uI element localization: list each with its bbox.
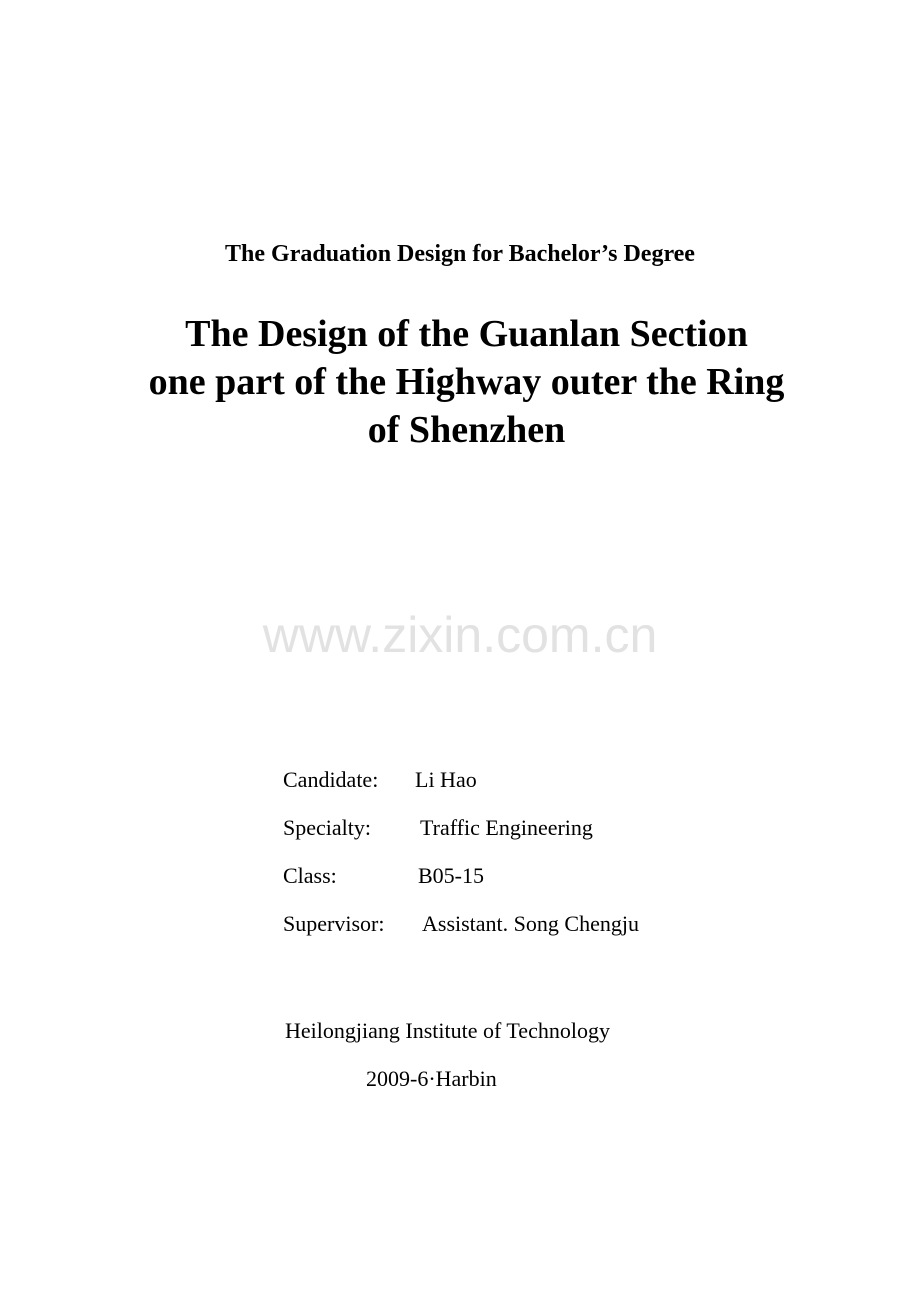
thesis-title	[80, 310, 853, 454]
degree-heading: The Graduation Design for Bachelor’s Degree	[225, 241, 695, 267]
specialty-value: Traffic Engineering	[420, 815, 593, 840]
thesis-title-line-2: one part of the Highway outer the Ring	[148, 361, 785, 403]
class-value: B05-15	[418, 863, 484, 888]
watermark: www.zixin.com.cn	[262, 607, 658, 663]
specialty-label: Specialty:	[283, 815, 371, 840]
candidate-value: Li Hao	[415, 767, 477, 792]
supervisor-label: Supervisor:	[283, 911, 385, 936]
supervisor-value: Assistant. Song Chengju	[422, 911, 639, 936]
candidate-label: Candidate:	[283, 767, 379, 792]
thesis-title-line-1: The Design of the Guanlan Section	[185, 313, 748, 355]
date-place: 2009-6·Harbin	[366, 1066, 497, 1091]
thesis-title-line-3: of Shenzhen	[367, 409, 566, 451]
institute-name: Heilongjiang Institute of Technology	[285, 1018, 610, 1043]
class-label: Class:	[283, 863, 337, 888]
